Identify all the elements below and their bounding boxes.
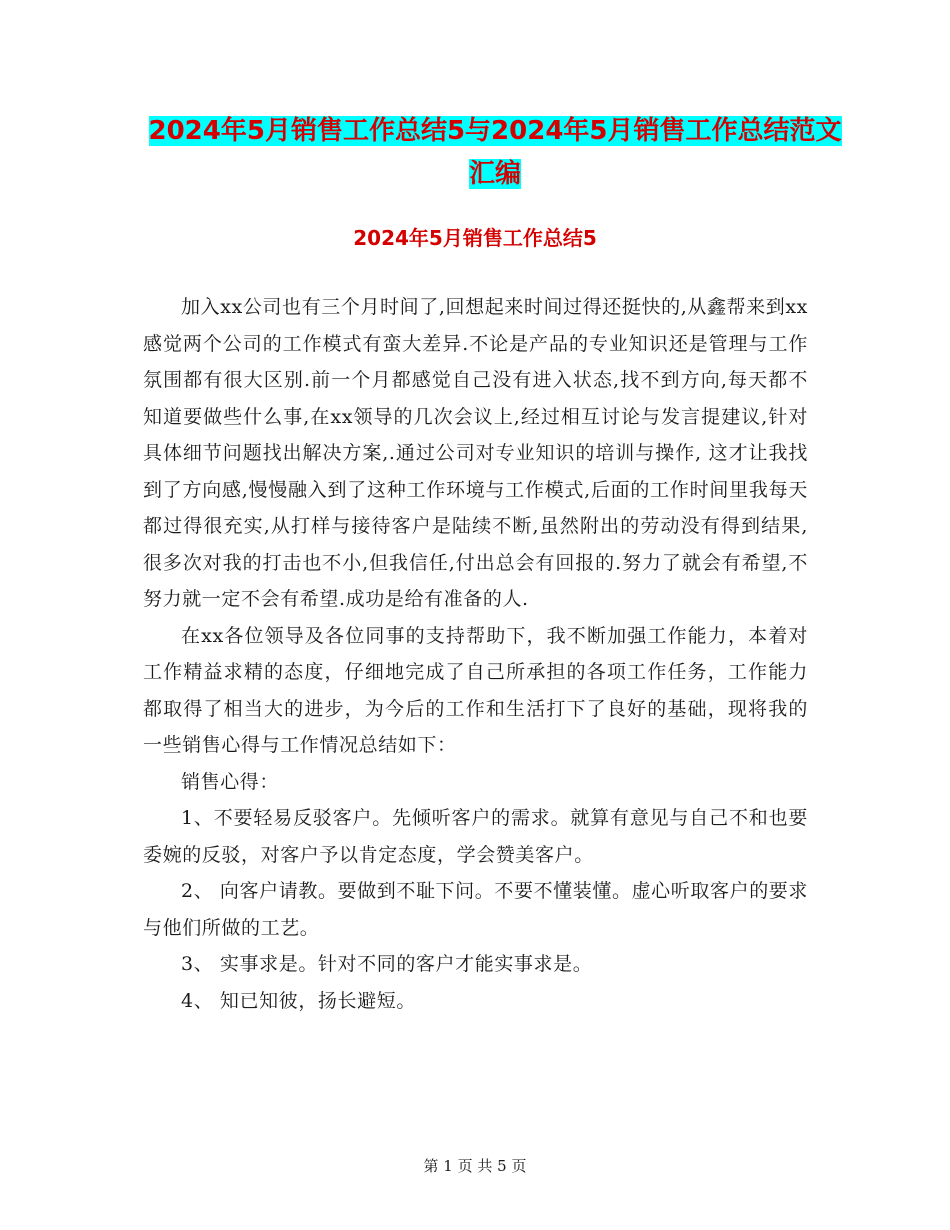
document-title (140, 110, 850, 196)
page-footer: 第 1 页 共 5 页 (423, 1157, 527, 1175)
list-item-3: 3、 实事求是。针对不同的客户才能实事求是。 (181, 953, 593, 975)
paragraph-intro: 加入xx公司也有三个月时间了,回想起来时间过得还挺快的,从鑫帮来到xx感觉两个公司的工作模式有蛮大差异.不论是产品的专业知识还是管理与工作氛围都有很大区别.前一个月都感觉自己没有进入状态,找不到方向,每天都不知道要做些什么事,在xx领导的几次会议上,经过相互讨论与发言提建议,针对具体细节问题找出解决方案,.通过公司对专业知识的培训与操作, 这才让我找到了方向感,慢慢融入到了这种工作环境与工作模式,后面的工作时间里我每天都过得很充实,从打样与接待客户是陆续不断,虽然附出的劳动没有得到结果,很多次对我的打击也不小,但我信任,付出总会有回报的.努力了就会有希望,不努力就一定不会有希望.成功是给有准备的人. (143, 296, 808, 610)
list-item-4: 4、 知已知彼，扬长避短。 (181, 989, 416, 1012)
paragraph-heading-sales-tips: 销售心得： (181, 770, 280, 793)
section-heading: 2024年5月销售工作总结5 (353, 226, 597, 250)
list-item-2: 2、 向客户请教。要做到不耻下问。不要不懂装懂。虚心听取客户的要求与他们所做的工艺。 (143, 880, 808, 939)
document-body (143, 289, 808, 1019)
document-title-text: 2024年5月销售工作总结5与2024年5月销售工作总结范文汇编 (148, 116, 842, 189)
list-item-1: 1、不要轻易反驳客户。先倾听客户的需求。就算有意见与自己不和也要委婉的反驳，对客户予以肯定态度，学会赞美客户。 (143, 807, 808, 866)
paragraph-summary: 在xx各位领导及各位同事的支持帮助下，我不断加强工作能力，本着对工作精益求精的态度，仔细地完成了自己所承担的各项工作任务，工作能力都取得了相当大的进步，为今后的工作和生活打下了良好的基础，现将我的一些销售心得与工作情况总结如下： (143, 624, 808, 756)
